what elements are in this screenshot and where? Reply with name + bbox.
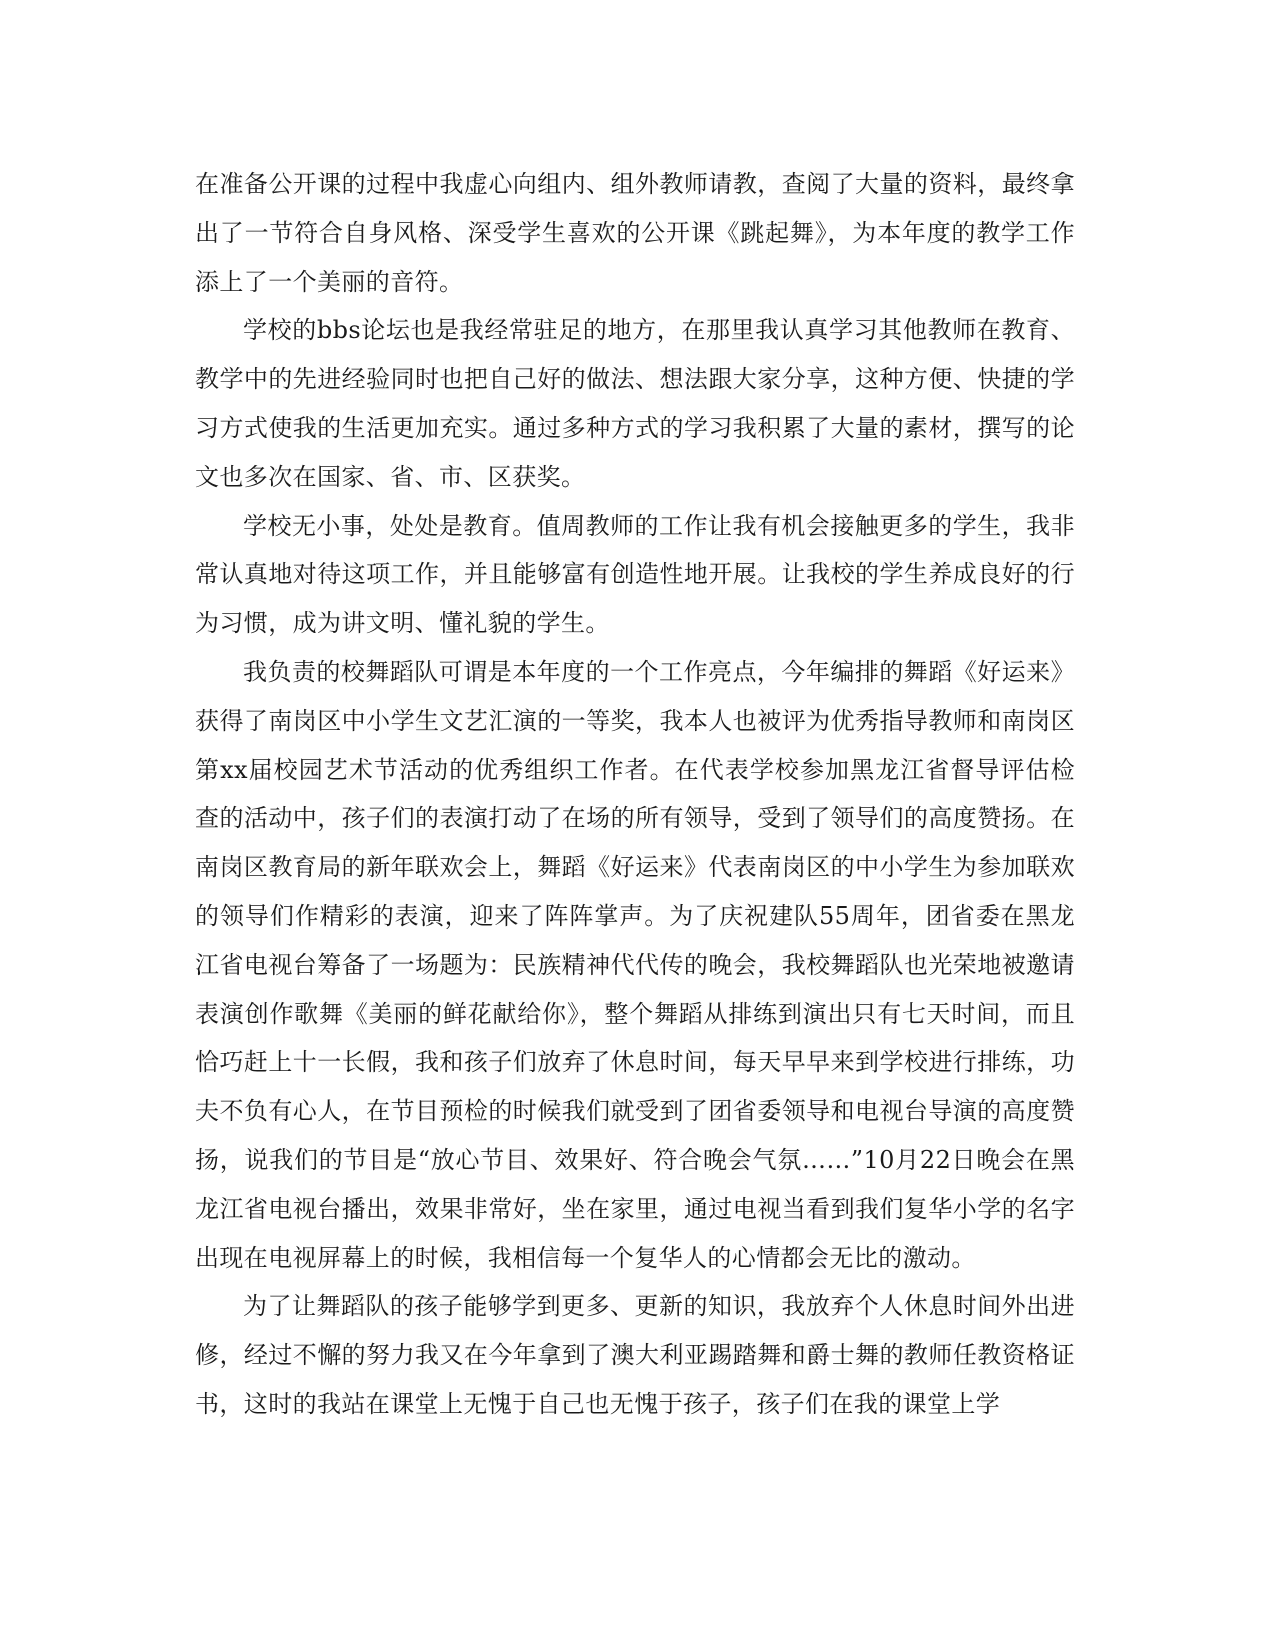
paragraph-4: 我负责的校舞蹈队可谓是本年度的一个工作亮点，今年编排的舞蹈《好运来》获得了南岗区中小学生文艺汇演的一等奖，我本人也被评为优秀指导教师和南岗区第xx届校园艺术节活动的优秀组织工作者。在代表学校参加黑龙江省督导评估检查的活动中，孩子们的表演打动了在场的所有领导，受到了领导们的高度赞扬。在南岗区教育局的新年联欢会上，舞蹈《好运来》代表南岗区的中小学生为参加联欢的领导们作精彩的表演，迎来了阵阵掌声。为了庆祝建队55周年，团省委在黑龙江省电视台筹备了一场题为：民族精神代代传的晚会，我校舞蹈队也光荣地被邀请表演创作歌舞《美丽的鲜花献给你》，整个舞蹈从排练到演出只有七天时间，而且恰巧赶上十一长假，我和孩子们放弃了休息时间，每天早早来到学校进行排练，功夫不负有心人，在节目预检的时候我们就受到了团省委领导和电视台导演的高度赞扬，说我们的节目是“放心节目、效果好、符合晚会气氛……”10月22日晚会在黑龙江省电视台播出，效果非常好，坐在家里，通过电视当看到我们复华小学的名字出现在电视屏幕上的时候，我相信每一个复华人的心情都会无比的激动。 bbox=[195, 657, 1075, 1272]
paragraph-3: 学校无小事，处处是教育。值周教师的工作让我有机会接触更多的学生，我非常认真地对待这项工作，并且能够富有创造性地开展。让我校的学生养成良好的行为习惯，成为讲文明、懂礼貌的学生。 bbox=[195, 511, 1075, 638]
document-body bbox=[195, 160, 1075, 1429]
paragraph-1: 在准备公开课的过程中我虚心向组内、组外教师请教，查阅了大量的资料，最终拿出了一节符合自身风格、深受学生喜欢的公开课《跳起舞》，为本年度的教学工作添上了一个美丽的音符。 bbox=[195, 170, 1075, 296]
paragraph-2: 学校的bbs论坛也是我经常驻足的地方，在那里我认真学习其他教师在教育、教学中的先进经验同时也把自己好的做法、想法跟大家分享，这种方便、快捷的学习方式使我的生活更加充实。通过多种方式的学习我积累了大量的素材，撰写的论文也多次在国家、省、市、区获奖。 bbox=[195, 316, 1075, 491]
paragraph-5: 为了让舞蹈队的孩子能够学到更多、更新的知识，我放弃个人休息时间外出进修，经过不懈的努力我又在今年拿到了澳大利亚踢踏舞和爵士舞的教师任教资格证书，这时的我站在课堂上无愧于自己也无愧于孩子，孩子们在我的课堂上学 bbox=[195, 1292, 1075, 1418]
